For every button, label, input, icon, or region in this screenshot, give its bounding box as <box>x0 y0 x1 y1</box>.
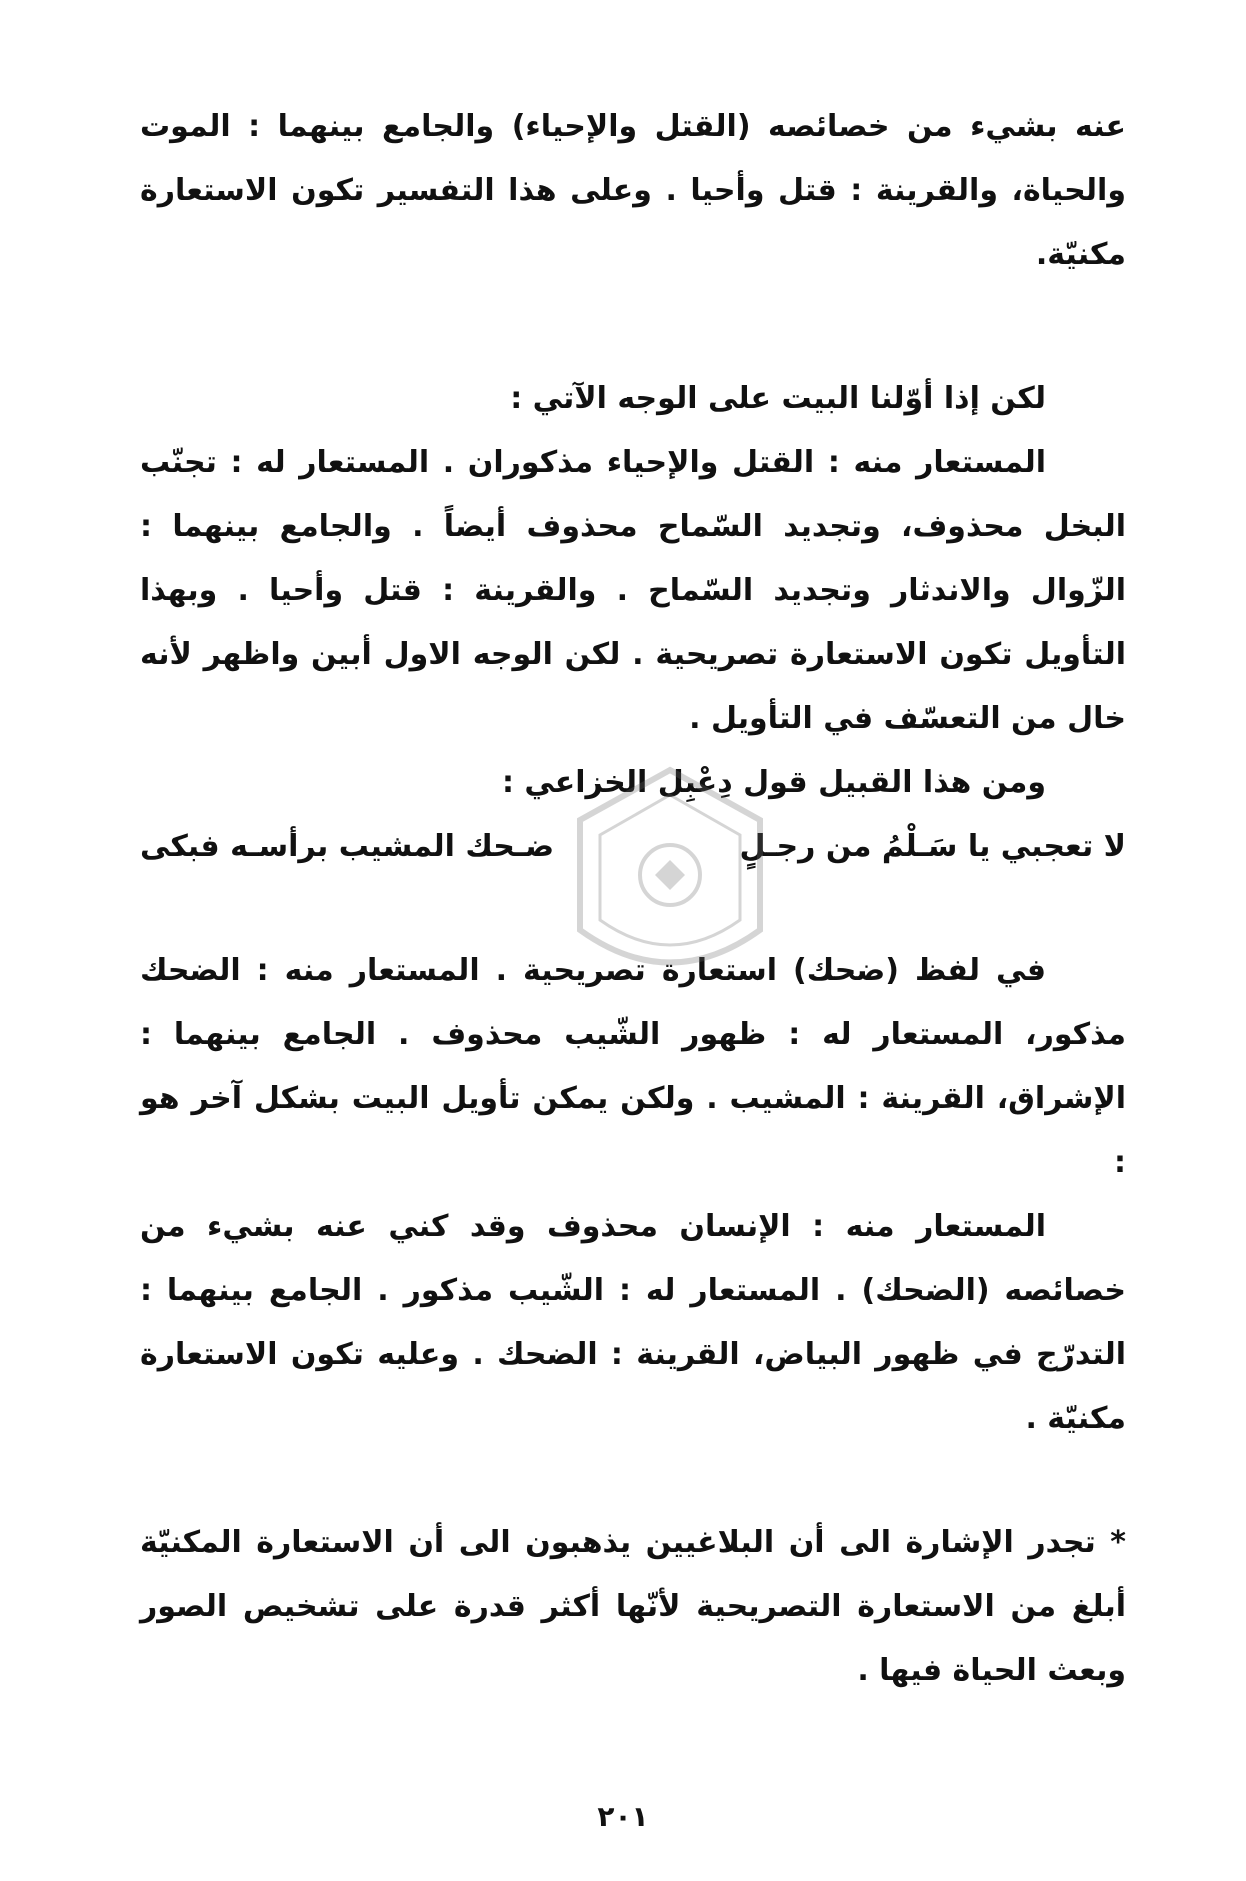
paragraph-interpretation: المستعار منه : القتل والإحياء مذكوران . المستعار له : تجنّب البخل محذوف، وتجديد السّماح محذوف أيضاً . والجامع بينهما : الزّوال والاندثار وتجديد السّماح . والقرينة : قتل وأحيا . وبهذا التأويل تكون الاستعارة تصريحية . لكن الوجه الاول أبين واظهر لأنه خال من التعسّف في التأويل . <box>140 445 1126 736</box>
verse-second-hemistich: ضـحك المشيب برأسـه فبكى <box>140 829 555 864</box>
paragraph-verse-analysis: في لفظ (ضحك) استعارة تصريحية . المستعار منه : الضحك مذكور، المستعار له : ظهور الشّيب محذوف . الجامع بينهما : الإشراق، القرينة : المشيب . ولكن يمكن تأويل البيت بشكل آخر هو : <box>140 953 1126 1180</box>
paragraph-poet-intro: ومن هذا القبيل قول دِعْبِل الخزاعي : <box>501 765 1046 800</box>
library-seal-watermark <box>560 760 780 1000</box>
verse-first-hemistich: لا تعجبي يا سَـلْمُ من رجـلٍ <box>739 829 1126 864</box>
paragraph-interpretation-intro: لكن إذا أوّلنا البيت على الوجه الآتي : <box>510 381 1046 416</box>
page-number: ٢٠١ <box>597 1800 649 1833</box>
paragraph-alternative-analysis: المستعار منه : الإنسان محذوف وقد كني عنه بشيء من خصائصه (الضحك) . المستعار له : الشّيب مذكور . الجامع بينهما : التدرّج في ظهور البياض، القرينة : الضحك . وعليه تكون الاستعارة مكنيّة . <box>140 1209 1126 1436</box>
paragraph-continuation: عنه بشيء من خصائصه (القتل والإحياء) والجامع بينهما : الموت والحياة، والقرينة : قتل وأحيا . وعلى هذا التفسير تكون الاستعارة مكنيّة. <box>140 109 1126 272</box>
spacer <box>140 1451 1126 1511</box>
spacer <box>140 287 1126 367</box>
paragraph-note: * تجدر الإشارة الى أن البلاغيين يذهبون الى أن الاستعارة المكنيّة أبلغ من الاستعارة التصريحية لأنّها أكثر قدرة على تشخيص الصور وبعث الحياة فيها . <box>140 1525 1126 1688</box>
